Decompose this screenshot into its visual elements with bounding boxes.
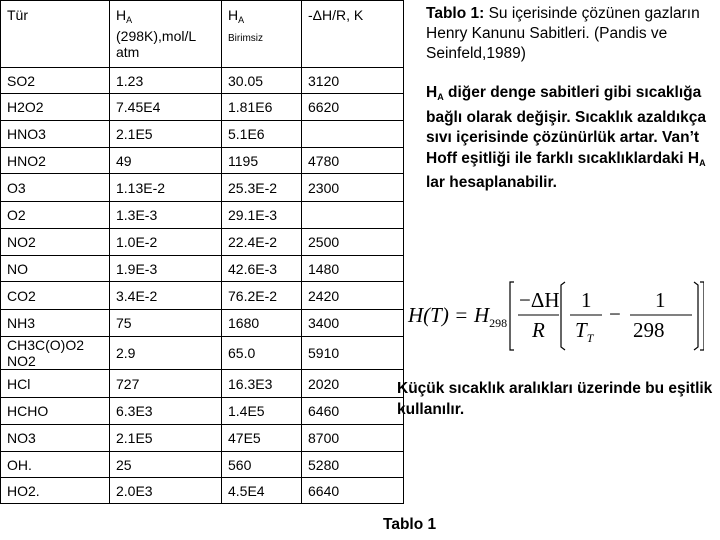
equation-h298: $H_{298}$ bbox=[474, 303, 508, 330]
table-row bbox=[1, 94, 404, 121]
cell-ha-298: 6.3E3 bbox=[110, 398, 222, 425]
cell-species: CH3C(O)O2 NO2 bbox=[1, 337, 110, 370]
equation-298: 298 bbox=[633, 318, 665, 342]
cell-species: HO2. bbox=[1, 478, 110, 504]
equation-one-a: 1 bbox=[581, 288, 592, 312]
table-row bbox=[1, 282, 404, 310]
table-row bbox=[1, 337, 404, 370]
table-row bbox=[1, 478, 404, 504]
cell-ha: 1195 bbox=[222, 148, 302, 174]
cell-species: H2O2 bbox=[1, 94, 110, 121]
cell-ha: 4.5E4 bbox=[222, 478, 302, 504]
header-species: Tür bbox=[1, 1, 110, 68]
cell-delta-h: 6460 bbox=[302, 398, 404, 425]
cell-species: SO2 bbox=[1, 68, 110, 94]
equation-numerator: −ΔH bbox=[519, 288, 560, 312]
cell-ha-298: 7.45E4 bbox=[110, 94, 222, 121]
cell-ha-298: 3.4E-2 bbox=[110, 282, 222, 310]
cell-species: OH. bbox=[1, 452, 110, 478]
header-ha: $H_A$ Birimsiz bbox=[222, 1, 302, 68]
table-row bbox=[1, 174, 404, 202]
equation-minus: − bbox=[609, 302, 621, 326]
cell-species: NO3 bbox=[1, 425, 110, 452]
vant-hoff-equation bbox=[404, 275, 704, 357]
table-row bbox=[1, 202, 404, 229]
cell-species: NO bbox=[1, 256, 110, 282]
table-row bbox=[1, 229, 404, 256]
cell-ha-298: 75 bbox=[110, 310, 222, 337]
cell-delta-h: 2500 bbox=[302, 229, 404, 256]
cell-delta-h: 8700 bbox=[302, 425, 404, 452]
cell-ha: 65.0 bbox=[222, 337, 302, 370]
cell-ha: 47E5 bbox=[222, 425, 302, 452]
cell-species: HCHO bbox=[1, 398, 110, 425]
cell-ha: 29.1E-3 bbox=[222, 202, 302, 229]
cell-delta-h: 2020 bbox=[302, 370, 404, 398]
cell-ha: 30.05 bbox=[222, 68, 302, 94]
equation-lhs: H(T) = bbox=[408, 303, 469, 327]
table-row bbox=[1, 68, 404, 94]
cell-ha: 25.3E-2 bbox=[222, 174, 302, 202]
header-ha-298: $H_A$ (298K),mol/L atm bbox=[110, 1, 222, 68]
table-row bbox=[1, 121, 404, 148]
cell-ha-298: 1.9E-3 bbox=[110, 256, 222, 282]
cell-species: NO2 bbox=[1, 229, 110, 256]
cell-ha-298: 1.0E-2 bbox=[110, 229, 222, 256]
cell-delta-h: 2420 bbox=[302, 282, 404, 310]
cell-delta-h bbox=[302, 202, 404, 229]
table-row bbox=[1, 370, 404, 398]
cell-ha: 560 bbox=[222, 452, 302, 478]
cell-ha-298: 2.1E5 bbox=[110, 425, 222, 452]
description-paragraph: $H_A$ diğer denge sabitleri gibi sıcaklığa bağlı olarak değişir. Sıcaklık azaldıkça sıvı içerisinde çözünürlük artar. Van’t Hoff eşitliği ile farklı sıcaklıklardaki $H_A$ lar hesaplanabilir. bbox=[426, 84, 707, 191]
cell-ha: 1680 bbox=[222, 310, 302, 337]
cell-delta-h bbox=[302, 121, 404, 148]
cell-ha-298: 727 bbox=[110, 370, 222, 398]
table-row bbox=[1, 452, 404, 478]
cell-species: CO2 bbox=[1, 282, 110, 310]
cell-delta-h: 5280 bbox=[302, 452, 404, 478]
cell-ha: 1.4E5 bbox=[222, 398, 302, 425]
cell-delta-h: 6620 bbox=[302, 94, 404, 121]
cell-species: O3 bbox=[1, 174, 110, 202]
cell-ha-298: 2.9 bbox=[110, 337, 222, 370]
cell-species: HCl bbox=[1, 370, 110, 398]
cell-delta-h: 4780 bbox=[302, 148, 404, 174]
footer-label: Tablo 1 bbox=[383, 516, 437, 533]
table-row bbox=[1, 310, 404, 337]
equation-denominator: R bbox=[532, 318, 545, 342]
cell-ha: 16.3E3 bbox=[222, 370, 302, 398]
cell-ha-298: 49 bbox=[110, 148, 222, 174]
cell-ha: 22.4E-2 bbox=[222, 229, 302, 256]
cell-species: NH3 bbox=[1, 310, 110, 337]
equation-tt: $T_T$ bbox=[575, 318, 594, 345]
cell-ha-298: 2.0E3 bbox=[110, 478, 222, 504]
cell-delta-h: 3120 bbox=[302, 68, 404, 94]
cell-ha-298: 1.23 bbox=[110, 68, 222, 94]
equation-one-b: 1 bbox=[655, 288, 666, 312]
cell-delta-h: 1480 bbox=[302, 256, 404, 282]
cell-ha: 76.2E-2 bbox=[222, 282, 302, 310]
cell-delta-h: 6640 bbox=[302, 478, 404, 504]
cell-species: HNO2 bbox=[1, 148, 110, 174]
cell-delta-h: 5910 bbox=[302, 337, 404, 370]
cell-delta-h: 2300 bbox=[302, 174, 404, 202]
table-row bbox=[1, 256, 404, 282]
cell-ha-298: 2.1E5 bbox=[110, 121, 222, 148]
table-header-row bbox=[1, 1, 404, 68]
note-text: Küçük sıcaklık aralıkları üzerinde bu eşitlik kullanılır. bbox=[397, 380, 713, 418]
cell-ha: 42.6E-3 bbox=[222, 256, 302, 282]
header-delta-h: -ΔH/R, K bbox=[302, 1, 404, 68]
cell-species: O2 bbox=[1, 202, 110, 229]
table-caption: Tablo 1: Su içerisinde çözünen gazların Henry Kanunu Sabitleri. (Pandis ve Seinfeld,1989) bbox=[426, 5, 700, 62]
cell-ha-298: 1.3E-3 bbox=[110, 202, 222, 229]
table-row bbox=[1, 425, 404, 452]
cell-ha-298: 25 bbox=[110, 452, 222, 478]
cell-delta-h: 3400 bbox=[302, 310, 404, 337]
table-row bbox=[1, 148, 404, 174]
table-row bbox=[1, 398, 404, 425]
cell-ha: 1.81E6 bbox=[222, 94, 302, 121]
cell-ha: 5.1E6 bbox=[222, 121, 302, 148]
cell-species: HNO3 bbox=[1, 121, 110, 148]
cell-ha-298: 1.13E-2 bbox=[110, 174, 222, 202]
